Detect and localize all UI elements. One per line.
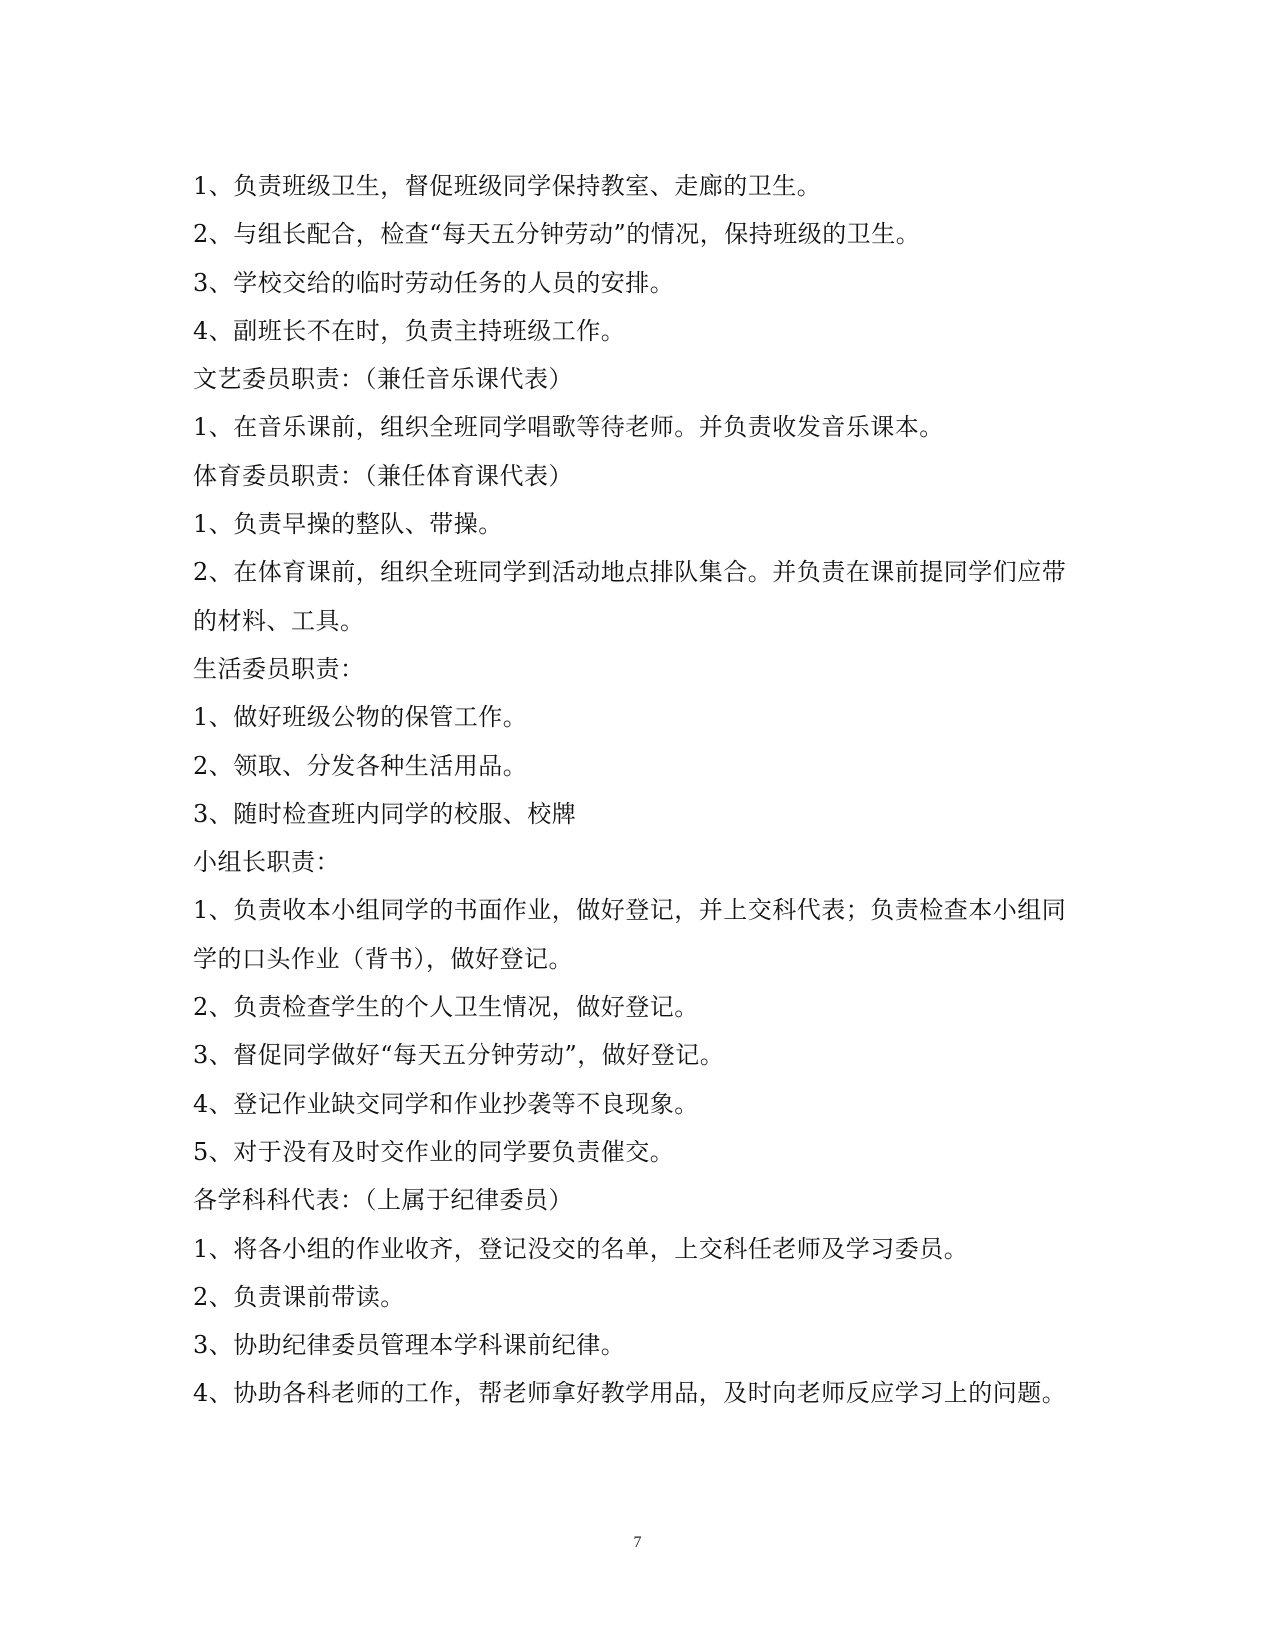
text-line: 1、做好班级公物的保管工作。 xyxy=(193,703,528,732)
text-line: 3、学校交给的临时劳动任务的人员的安排。 xyxy=(193,268,675,297)
text-line: 4、协助各科老师的工作，帮老师拿好教学用品，及时向老师反应学习上的问题。 xyxy=(193,1379,1067,1408)
text-line: 2、负责检查学生的个人卫生情况，做好登记。 xyxy=(193,993,699,1022)
page-number: 7 xyxy=(633,1534,642,1551)
text-line: 学的口头作业（背书），做好登记。 xyxy=(193,944,573,973)
text-line: 1、负责收本小组同学的书面作业，做好登记，并上交科代表；负责检查本小组同 xyxy=(193,896,1067,925)
text-line: 4、登记作业缺交同学和作业抄袭等不良现象。 xyxy=(193,1089,699,1118)
text-line: 1、将各小组的作业收齐，登记没交的名单，上交科任老师及学习委员。 xyxy=(193,1234,969,1263)
text-line: 1、负责班级卫生，督促班级同学保持教室、走廊的卫生。 xyxy=(193,172,822,200)
text-line: 4、副班长不在时，负责主持班级工作。 xyxy=(193,316,626,345)
section-heading: 小组长职责： xyxy=(193,848,340,877)
text-line: 1、在音乐课前，组织全班同学唱歌等待老师。并负责收发音乐课本。 xyxy=(193,413,944,442)
text-line: 1、负责早操的整队、带操。 xyxy=(193,510,503,539)
text-line: 5、对于没有及时交作业的同学要负责催交。 xyxy=(193,1137,675,1166)
document-body xyxy=(193,162,1083,1418)
section-heading: 各学科科代表：（上属于纪律委员） xyxy=(193,1186,573,1215)
text-line: 的材料、工具。 xyxy=(193,606,365,635)
text-line: 3、督促同学做好“每天五分钟劳动”，做好登记。 xyxy=(193,1041,725,1070)
section-heading: 体育委员职责：（兼任体育课代表） xyxy=(193,461,573,490)
text-line: 2、与组长配合，检查“每天五分钟劳动”的情况，保持班级的卫生。 xyxy=(193,220,921,249)
text-line: 3、随时检查班内同学的校服、校牌 xyxy=(193,799,577,828)
text-line: 3、协助纪律委员管理本学科课前纪律。 xyxy=(193,1331,626,1360)
section-heading: 文艺委员职责：（兼任音乐课代表） xyxy=(193,365,573,394)
text-line: 2、在体育课前，组织全班同学到活动地点排队集合。并负责在课前提同学们应带 xyxy=(193,558,1067,587)
text-line: 2、领取、分发各种生活用品。 xyxy=(193,751,528,780)
text-line: 2、负责课前带读。 xyxy=(193,1282,405,1311)
section-heading: 生活委员职责： xyxy=(193,654,365,683)
